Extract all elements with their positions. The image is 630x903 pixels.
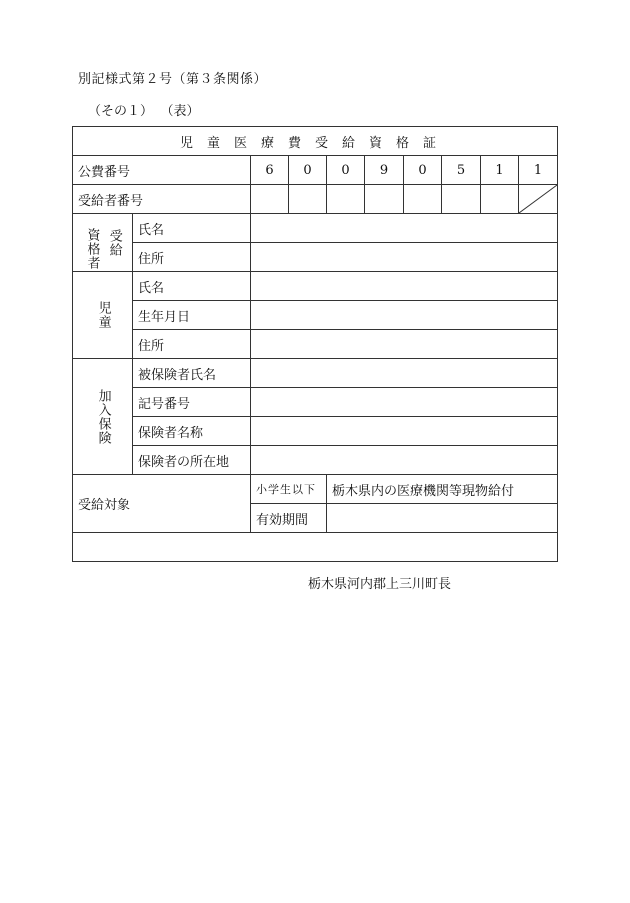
eligibility-row xyxy=(73,475,558,504)
child-birthdate-label: 生年月日 xyxy=(133,301,251,330)
public-number-row xyxy=(73,156,558,185)
qualified-recipient-name-label: 氏名 xyxy=(133,214,251,243)
child-birthdate-row xyxy=(73,301,558,330)
recipient-number-box[interactable] xyxy=(365,185,404,214)
qualified-recipient-group-label xyxy=(73,214,133,272)
child-name-field[interactable] xyxy=(251,272,558,301)
insurer-address-label: 保険者の所在地 xyxy=(133,446,251,475)
qualified-recipient-address-label: 住所 xyxy=(133,243,251,272)
group-label-column: 資格者 xyxy=(84,227,100,270)
public-number-digit: 5 xyxy=(442,156,481,185)
eligibility-benefit: 栃木県内の医療機関等現物給付 xyxy=(327,475,558,504)
insurer-name-label: 保険者名称 xyxy=(133,417,251,446)
recipient-number-unused-box xyxy=(519,185,558,214)
child-group-label xyxy=(73,272,133,359)
child-address-field[interactable] xyxy=(251,330,558,359)
public-number-digit: 0 xyxy=(404,156,442,185)
issuer-name: 栃木県河内郡上三川町長 xyxy=(308,577,452,592)
child-name-row xyxy=(73,272,558,301)
insurer-address-row xyxy=(73,446,558,475)
part-label: （その１） xyxy=(88,104,154,119)
group-label-column: 加入保険 xyxy=(95,388,111,445)
symbol-number-label: 記号番号 xyxy=(133,388,251,417)
certificate-title: 児童医療費受給資格証 xyxy=(73,127,558,156)
group-label-column: 児童 xyxy=(95,301,111,329)
eligibility-grade: 小学生以下 xyxy=(251,475,327,504)
recipient-number-box[interactable] xyxy=(481,185,519,214)
child-birthdate-field[interactable] xyxy=(251,301,558,330)
public-number-digit: 9 xyxy=(365,156,404,185)
insured-name-row xyxy=(73,359,558,388)
public-number-digit: 1 xyxy=(519,156,558,185)
recipient-number-box[interactable] xyxy=(289,185,327,214)
symbol-number-field[interactable] xyxy=(251,388,558,417)
form-reference: 別記様式第２号（第３条関係） xyxy=(78,72,268,87)
recipient-number-label: 受給者番号 xyxy=(73,185,251,214)
public-number-digit: 6 xyxy=(251,156,289,185)
qualified-recipient-name-field[interactable] xyxy=(251,214,558,243)
issuer-row xyxy=(73,533,558,562)
form-subheading xyxy=(88,103,200,121)
diagonal-slash-icon xyxy=(519,185,557,213)
recipient-number-box[interactable] xyxy=(251,185,289,214)
group-label-column: 受給 xyxy=(106,228,122,257)
insurer-address-field[interactable] xyxy=(251,446,558,475)
insured-name-field[interactable] xyxy=(251,359,558,388)
insurer-name-row xyxy=(73,417,558,446)
side-label: （表） xyxy=(167,104,200,119)
public-number-digit: 0 xyxy=(327,156,365,185)
qualified-recipient-address-field[interactable] xyxy=(251,243,558,272)
recipient-number-row xyxy=(73,185,558,214)
child-address-row xyxy=(73,330,558,359)
issuer-cell xyxy=(73,533,558,592)
qualified-recipient-address-row xyxy=(73,243,558,272)
recipient-number-box[interactable] xyxy=(442,185,481,214)
recipient-number-box[interactable] xyxy=(327,185,365,214)
child-name-label: 氏名 xyxy=(133,272,251,301)
validity-label: 有効期間 xyxy=(251,504,327,533)
recipient-number-box[interactable] xyxy=(404,185,442,214)
insurer-name-field[interactable] xyxy=(251,417,558,446)
insured-name-label: 被保険者氏名 xyxy=(133,359,251,388)
public-number-label: 公費番号 xyxy=(73,156,251,185)
child-address-label: 住所 xyxy=(133,330,251,359)
qualified-recipient-name-row xyxy=(73,214,558,243)
public-number-digit: 0 xyxy=(289,156,327,185)
validity-field[interactable] xyxy=(327,504,558,533)
symbol-number-row xyxy=(73,388,558,417)
public-number-digit: 1 xyxy=(481,156,519,185)
title-row xyxy=(73,127,558,156)
eligibility-label: 受給対象 xyxy=(73,475,251,533)
certificate-table xyxy=(72,126,558,592)
insurance-group-label xyxy=(73,359,133,475)
